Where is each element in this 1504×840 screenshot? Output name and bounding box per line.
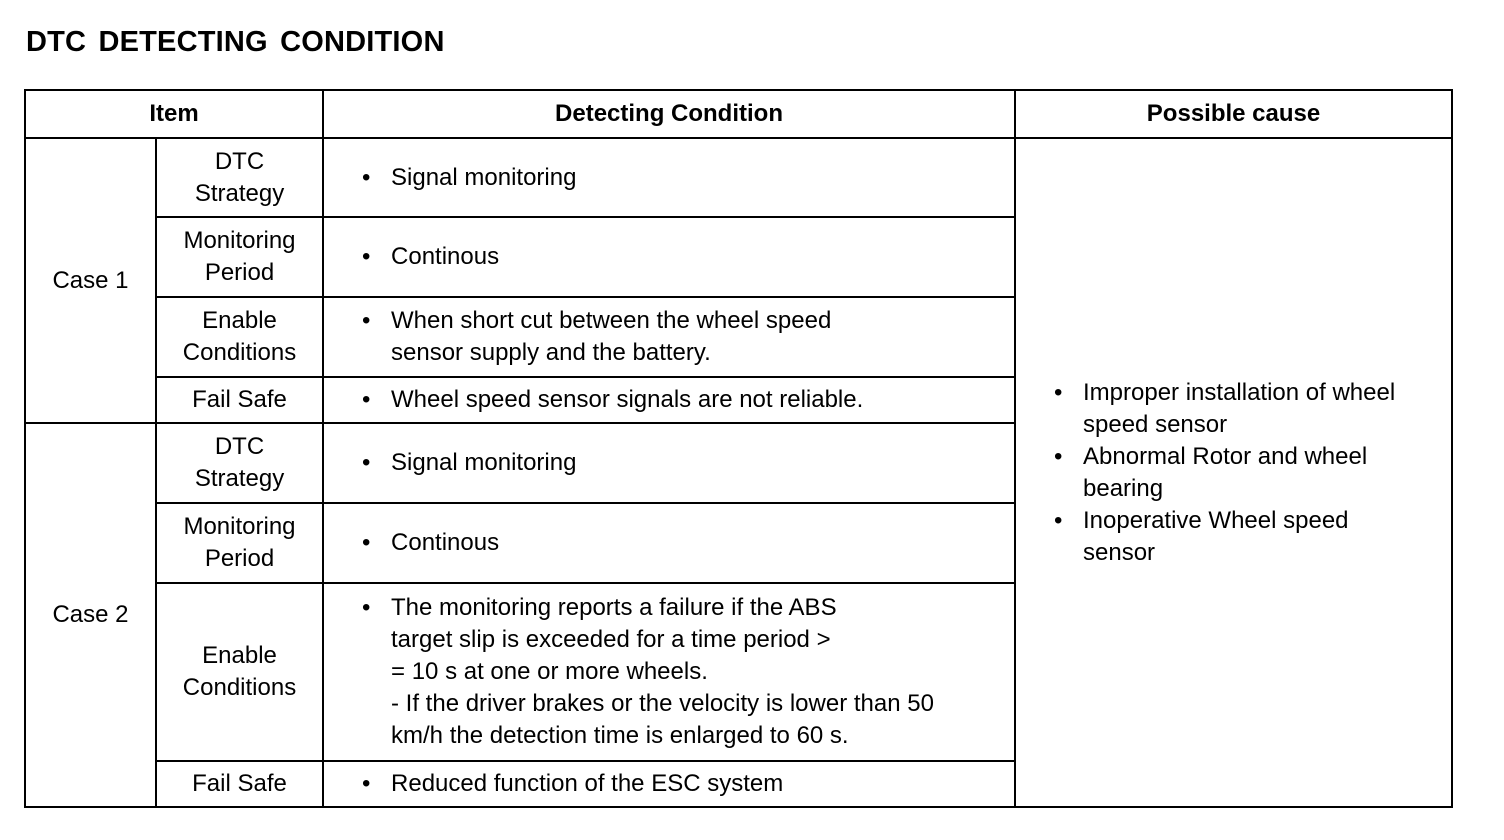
condition-text: Reduced function of the ESC system: [391, 770, 784, 797]
bullet-icon: •: [362, 594, 371, 621]
cause-text-line: sensor: [1083, 538, 1156, 566]
possible-cause-cell: [1015, 138, 1452, 807]
bullet-item: [362, 768, 1014, 800]
item-text-line: DTC: [214, 147, 265, 175]
item-monitoring-period: [156, 217, 323, 297]
item-text-line: Period: [204, 545, 275, 572]
condition-text-line: target slip is exceeded for a time period >: [391, 626, 831, 653]
item-text-line: DTC: [214, 433, 265, 460]
bullet-item: [362, 384, 1014, 416]
item-text-line: Fail Safe: [192, 386, 287, 413]
header-item: Item: [25, 90, 323, 138]
cause-text-line: speed sensor: [1083, 410, 1228, 438]
condition-text: Wheel speed sensor signals are not reliable.: [391, 386, 864, 413]
page-title: DTC DETECTING CONDITION: [26, 26, 445, 58]
item-text-line: Strategy: [194, 179, 285, 207]
cause-text-line: Improper installation of wheel: [1083, 378, 1396, 406]
item-text-line: Conditions: [182, 339, 297, 366]
header-possible-cause: Possible cause: [1015, 90, 1452, 138]
item-fail-safe: [156, 377, 323, 423]
condition-cell: [323, 423, 1015, 503]
condition-cell: [323, 761, 1015, 807]
condition-cell: [323, 217, 1015, 297]
item-fail-safe: [156, 761, 323, 807]
bullet-item: [362, 592, 1014, 752]
bullet-item: [362, 305, 1014, 369]
item-text-line: Fail Safe: [192, 770, 287, 797]
condition-text-line: The monitoring reports a failure if the ABS: [391, 594, 837, 621]
condition-cell: [323, 377, 1015, 423]
bullet-item: [362, 447, 1014, 479]
item-text-line: Monitoring: [183, 227, 296, 254]
item-text-line: Enable: [202, 307, 277, 334]
case-1-label: Case 1: [25, 138, 156, 423]
condition-text: Continous: [391, 243, 500, 270]
item-text-line: Period: [204, 259, 275, 286]
item-text-line: Conditions: [182, 674, 297, 701]
item-text-line: Enable: [202, 642, 277, 669]
bullet-icon: •: [362, 386, 371, 413]
condition-text-line: km/h the detection time is enlarged to 60 s.: [391, 722, 849, 749]
bullet-icon: •: [362, 243, 371, 270]
cause-text-line: bearing: [1083, 474, 1164, 502]
table-row: [25, 138, 1452, 217]
dtc-condition-table: [24, 89, 1453, 808]
condition-text: Signal monitoring: [391, 449, 577, 476]
item-monitoring-period: [156, 503, 323, 583]
header-row: [25, 90, 1452, 138]
cause-text-line: Abnormal Rotor and wheel: [1083, 442, 1368, 470]
bullet-icon: •: [362, 307, 371, 334]
condition-text-line: = 10 s at one or more wheels.: [391, 658, 708, 685]
condition-cell: [323, 503, 1015, 583]
bullet-item: [362, 241, 1014, 273]
case-2-label: Case 2: [25, 423, 156, 807]
condition-text-line: When short cut between the wheel speed: [391, 307, 832, 334]
bullet-icon: •: [1054, 378, 1063, 406]
item-dtc-strategy: [156, 423, 323, 503]
bullet-icon: •: [362, 163, 371, 191]
bullet-icon: •: [362, 449, 371, 476]
cause-item: [1054, 377, 1451, 441]
condition-text: Continous: [391, 529, 500, 556]
bullet-item: [362, 162, 1014, 194]
condition-text-line: sensor supply and the battery.: [391, 339, 711, 366]
bullet-icon: •: [1054, 442, 1063, 470]
bullet-icon: •: [1054, 506, 1063, 534]
condition-cell: [323, 138, 1015, 217]
item-enable-conditions: [156, 297, 323, 377]
item-dtc-strategy: [156, 138, 323, 217]
cause-text-line: Inoperative Wheel speed: [1083, 506, 1349, 534]
cause-item: [1054, 441, 1451, 505]
bullet-item: [362, 527, 1014, 559]
condition-text-line: - If the driver brakes or the velocity is lower than 50: [391, 690, 934, 717]
item-enable-conditions: [156, 583, 323, 761]
condition-text: Signal monitoring: [391, 163, 577, 191]
item-text-line: Monitoring: [183, 513, 296, 540]
condition-cell: [323, 297, 1015, 377]
bullet-icon: •: [362, 770, 371, 797]
header-detecting-condition: Detecting Condition: [323, 90, 1015, 138]
condition-cell: [323, 583, 1015, 761]
cause-item: [1054, 505, 1451, 569]
bullet-icon: •: [362, 529, 371, 556]
item-text-line: Strategy: [194, 465, 285, 492]
